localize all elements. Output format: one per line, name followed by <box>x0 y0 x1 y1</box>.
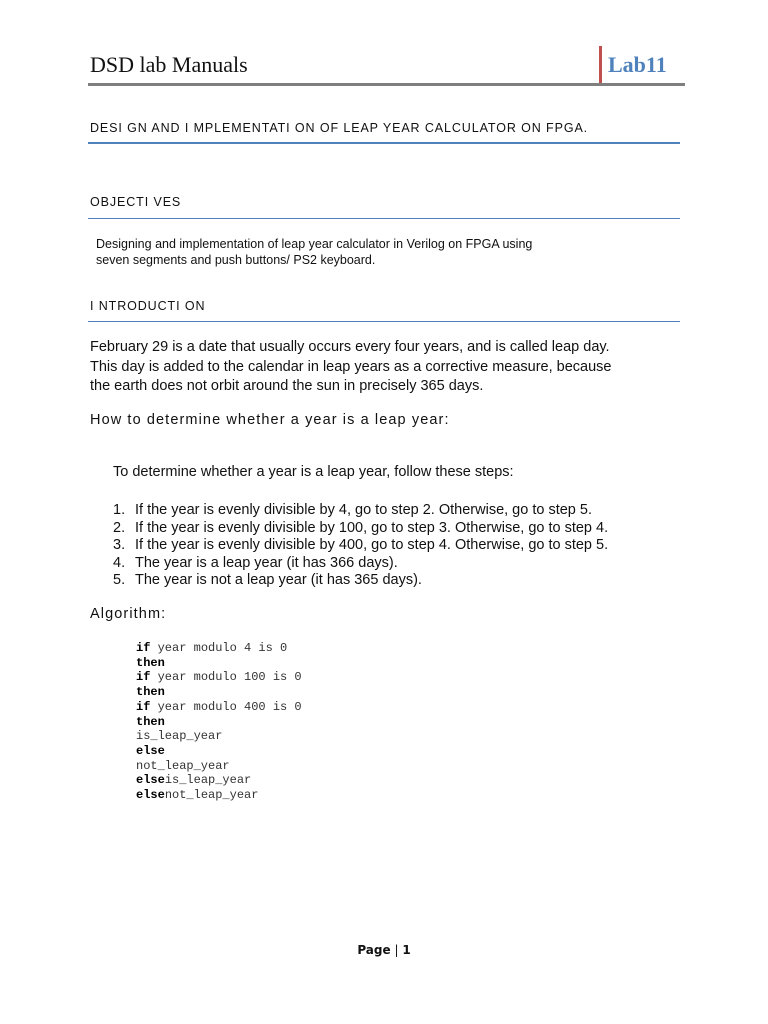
step-number: 1. <box>113 502 126 518</box>
paragraph-line: February 29 is a date that usually occurs every four years, and is called leap day. <box>90 339 610 355</box>
code-line <box>136 670 302 685</box>
code-text: is_leap_year <box>136 729 223 744</box>
code-keyword: then <box>136 685 165 700</box>
page-label: Page <box>357 943 391 957</box>
main-title-rule <box>88 142 680 144</box>
code-line <box>136 744 302 759</box>
page-number: 1 <box>402 943 411 957</box>
step-number: 5. <box>113 572 126 588</box>
step-text: The year is a leap year (it has 366 days). <box>135 554 398 571</box>
how-to-determine-heading: How to determine whether a year is a leap year: <box>90 412 450 428</box>
code-text: year modulo 400 is 0 <box>150 699 302 714</box>
header-rule <box>88 83 685 86</box>
step-number: 2. <box>113 519 126 536</box>
code-keyword: else <box>136 743 165 758</box>
code-line <box>136 773 302 788</box>
page-footer <box>0 943 768 957</box>
objectives-heading: OBJECTI VES <box>90 195 182 209</box>
steps-list <box>113 502 608 590</box>
objectives-text <box>96 236 636 268</box>
code-text: is_leap_year <box>164 773 252 788</box>
code-keyword: then <box>136 714 165 729</box>
code-line <box>136 641 302 656</box>
list-item <box>113 555 608 573</box>
step-text: If the year is evenly divisible by 400, go to step 4. Otherwise, go to step 5. <box>135 537 609 553</box>
list-item <box>113 537 608 555</box>
steps-intro-text: To determine whether a year is a leap year, follow these steps: <box>113 464 514 480</box>
code-keyword: if <box>136 699 151 714</box>
code-line <box>136 715 302 730</box>
code-text: not_leap_year <box>164 788 259 803</box>
paragraph-line: the earth does not orbit around the sun in precisely 365 days. <box>90 378 484 394</box>
list-item <box>113 520 608 538</box>
step-number: 4. <box>113 554 126 571</box>
objectives-text-line: Designing and implementation of leap year calculator in Verilog on FPGA using <box>96 237 533 251</box>
code-line <box>136 656 302 671</box>
introduction-paragraph <box>90 338 690 397</box>
step-text: The year is not a leap year (it has 365 days). <box>135 572 422 588</box>
page-separator: | <box>394 943 399 957</box>
code-text: not_leap_year <box>136 758 230 773</box>
code-keyword: else <box>136 773 165 788</box>
header-separator <box>599 46 602 84</box>
document-main-title: DESI GN AND I MPLEMENTATI ON OF LEAP YEAR CALCULATOR ON FPGA. <box>90 121 589 135</box>
objectives-rule <box>88 218 680 219</box>
document-header-title: DSD lab Manuals <box>90 52 248 77</box>
code-keyword: else <box>136 788 165 803</box>
list-item <box>113 502 608 520</box>
list-item <box>113 572 608 590</box>
code-line <box>136 788 302 803</box>
code-keyword: then <box>136 655 165 670</box>
objectives-text-line: seven segments and push buttons/ PS2 keyboard. <box>96 253 376 267</box>
algorithm-code-block <box>136 641 302 803</box>
code-line <box>136 685 302 700</box>
code-text: year modulo 100 is 0 <box>150 670 302 685</box>
introduction-heading: I NTRODUCTI ON <box>90 299 206 313</box>
algorithm-label: Algorithm: <box>90 606 167 622</box>
code-line <box>136 729 302 744</box>
code-line <box>136 759 302 774</box>
code-keyword: if <box>136 670 151 685</box>
introduction-rule <box>88 321 680 322</box>
step-text: If the year is evenly divisible by 100, go to step 3. Otherwise, go to step 4. <box>135 519 609 536</box>
paragraph-line: This day is added to the calendar in leap years as a corrective measure, because <box>90 358 612 375</box>
code-line <box>136 700 302 715</box>
code-text: year modulo 4 is 0 <box>150 641 288 655</box>
step-number: 3. <box>113 537 126 553</box>
step-text: If the year is evenly divisible by 4, go to step 2. Otherwise, go to step 5. <box>135 502 592 518</box>
code-keyword: if <box>136 641 151 655</box>
document-header-lab-number: Lab11 <box>608 52 667 77</box>
